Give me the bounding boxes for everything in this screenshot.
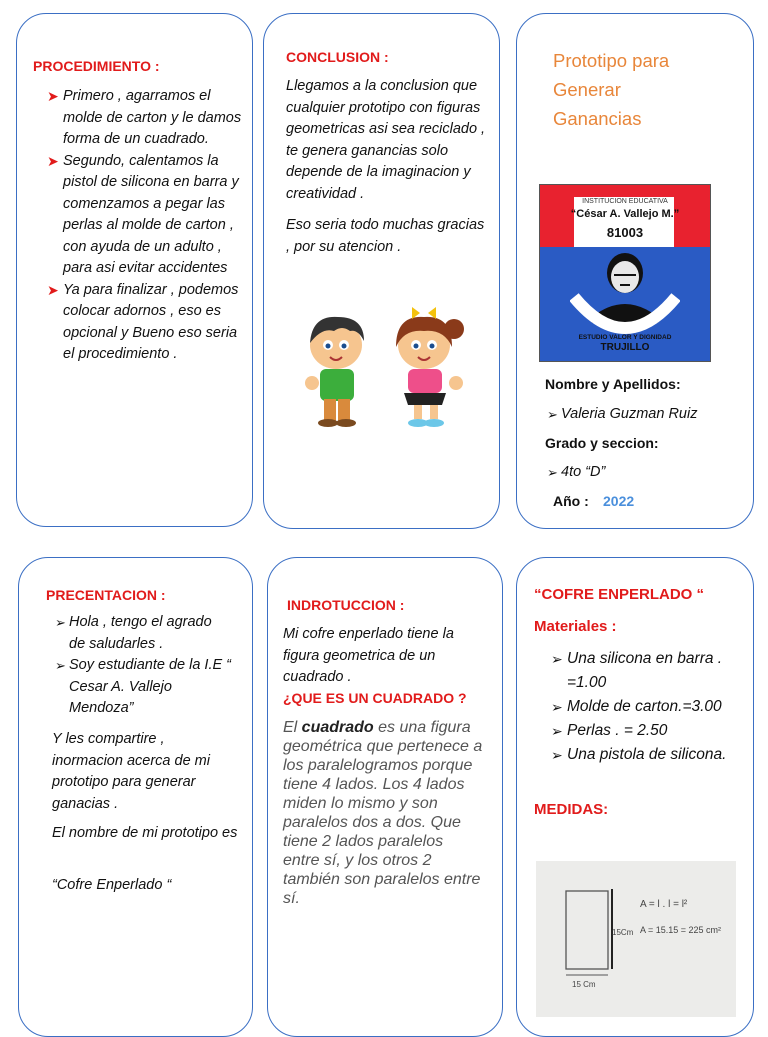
bullet-text: Hola , tengo el agrado de saludarles . bbox=[69, 614, 212, 652]
logo-city: TRUJILLO bbox=[600, 342, 650, 353]
grade-value: 4to “D” bbox=[561, 464, 606, 480]
logo-text-2: “César A. Vallejo M.” bbox=[570, 208, 680, 220]
material-text: Una pistola de silicona. bbox=[567, 746, 727, 763]
grade-label: Grado y seccion: bbox=[545, 435, 659, 451]
presentacion-title: PRECENTACION : bbox=[46, 587, 166, 603]
material-text: Perlas . = 2.50 bbox=[567, 722, 668, 739]
question-heading: ¿QUE ES UN CUADRADO ? bbox=[283, 690, 467, 706]
arrow-bullet-icon: ➢ bbox=[547, 407, 558, 422]
arrow-bullet-icon: ➤ bbox=[47, 152, 59, 169]
presentacion-bullet bbox=[55, 655, 231, 720]
name-value: Valeria Guzman Ruiz bbox=[561, 406, 698, 422]
cofre-title: “COFRE ENPERLADO “ bbox=[534, 586, 705, 603]
school-logo bbox=[539, 184, 711, 362]
conclusion-panel bbox=[263, 13, 500, 529]
year-value: 2022 bbox=[603, 493, 635, 509]
material-item bbox=[551, 719, 746, 743]
step-text: Ya para finalizar , podemos colocar adornos , eso es opcional y Bueno eso seria el procedimiento . bbox=[63, 281, 239, 362]
materials-label: Materiales : bbox=[534, 618, 617, 635]
square-sketch bbox=[536, 861, 736, 1017]
name-row bbox=[547, 404, 697, 426]
cover-panel bbox=[516, 13, 754, 529]
year-label: Año : bbox=[553, 493, 589, 509]
arrow-bullet-icon: ➢ bbox=[547, 465, 558, 480]
arrow-bullet-icon: ➢ bbox=[55, 658, 66, 673]
sketch-bottom-label: 15 Cm bbox=[572, 980, 596, 989]
presentacion-paragraph: Y les compartire , inormacion acerca de mi prototipo para generar ganacias . bbox=[52, 731, 210, 812]
sketch-side-label: 15Cm bbox=[612, 928, 634, 937]
introduccion-panel bbox=[267, 557, 503, 1037]
logo-text-1: INSTITUCION EDUCATIVA bbox=[582, 198, 668, 205]
presentacion-panel bbox=[18, 557, 253, 1037]
arrow-bullet-icon: ➢ bbox=[551, 747, 563, 763]
logo-motto: ESTUDIO VALOR Y DIGNIDAD bbox=[578, 334, 672, 341]
material-item bbox=[551, 647, 746, 695]
step-text: Primero , agarramos el molde de carton y le damos forma de un cuadrado. bbox=[63, 88, 242, 147]
introduccion-title: INDROTUCCION : bbox=[287, 597, 405, 613]
definition-bold: cuadrado bbox=[301, 719, 374, 736]
definition-paragraph bbox=[283, 718, 483, 908]
arrow-bullet-icon: ➤ bbox=[47, 88, 59, 104]
bullet-text: Soy estudiante de la I.E “ Cesar A. Vallejo Mendoza” bbox=[69, 657, 232, 716]
introduccion-paragraph: Mi cofre enperlado tiene la figura geometrica de un cuadrado . bbox=[283, 626, 454, 685]
arrow-bullet-icon: ➢ bbox=[55, 615, 66, 630]
presentacion-bullet bbox=[55, 612, 231, 655]
procedimiento-step bbox=[47, 151, 243, 280]
cofre-panel bbox=[516, 557, 754, 1037]
conclusion-title: CONCLUSION : bbox=[286, 49, 389, 65]
kids-illustration bbox=[284, 299, 484, 429]
presentacion-paragraph-2: El nombre de mi prototipo es bbox=[52, 825, 238, 841]
sketch-formula-2: A = 15.15 = 225 cm² bbox=[640, 925, 722, 935]
name-label: Nombre y Apellidos: bbox=[545, 376, 681, 392]
logo-text-3: 81003 bbox=[606, 225, 644, 240]
material-item bbox=[551, 695, 746, 719]
arrow-bullet-icon: ➤ bbox=[47, 281, 59, 298]
procedimiento-step bbox=[47, 280, 243, 366]
prototype-name: “Cofre Enperlado “ bbox=[52, 877, 172, 893]
material-item bbox=[551, 743, 746, 767]
grade-row bbox=[547, 462, 605, 484]
measures-photo bbox=[536, 861, 736, 1017]
definition-pre: El bbox=[283, 719, 302, 736]
material-text: Una silicona en barra . =1.00 bbox=[567, 650, 723, 691]
procedimiento-panel bbox=[16, 13, 253, 527]
arrow-bullet-icon: ➢ bbox=[551, 699, 563, 715]
arrow-bullet-icon: ➢ bbox=[551, 651, 563, 667]
sketch-formula-1: A = l . l = l² bbox=[640, 899, 688, 910]
material-text: Molde de carton.=3.00 bbox=[567, 698, 722, 715]
conclusion-thanks: Eso seria todo muchas gracias , por su atencion . bbox=[286, 217, 485, 255]
procedimiento-title: PROCEDIMIENTO : bbox=[33, 58, 160, 74]
arrow-bullet-icon: ➢ bbox=[551, 723, 563, 739]
measures-label: MEDIDAS: bbox=[534, 801, 609, 818]
definition-post: es una figura geométrica que pertenece a los paralelogramos porque tiene 4 lados. Los 4 lados miden lo mismo y son paralelos dos a dos. Que tiene 2 lados paralelos entre sí, y los otros 2 también son paralelos entre sí. bbox=[283, 719, 483, 907]
step-text: Segundo, calentamos la pistol de silicona en barra y comenzamos a pegar las perlas al molde de carton , con ayuda de un adulto , para asi evitar accidentes bbox=[63, 152, 239, 276]
cover-title: Prototipo para Generar Ganancias bbox=[553, 50, 670, 129]
procedimiento-step bbox=[47, 86, 243, 151]
conclusion-paragraph: Llegamos a la conclusion que cualquier prototipo con figuras geometricas asi sea reciclado , te genera ganancias solo depende de la imaginacion y creatividad . bbox=[286, 78, 486, 202]
